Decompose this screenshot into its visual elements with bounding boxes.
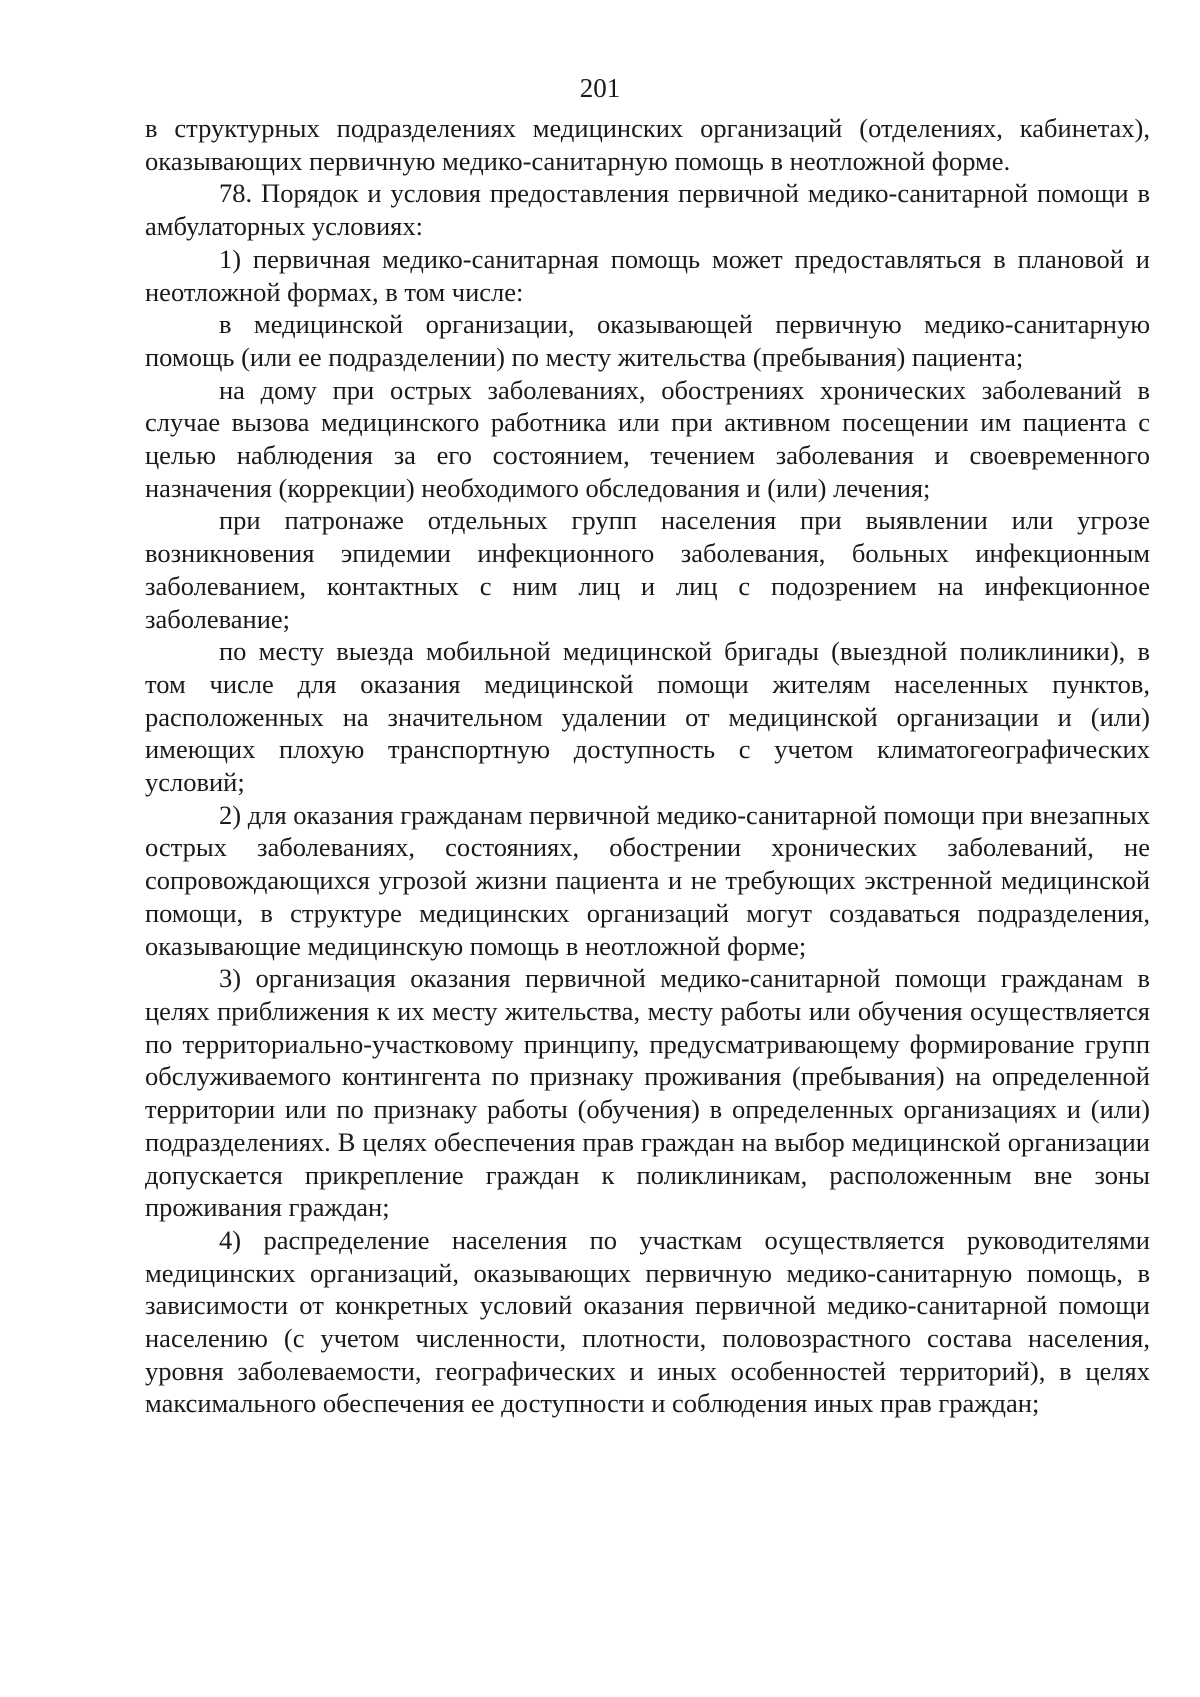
paragraph: при патронаже отдельных групп населения при выявлении или угрозе возникновения эпидемии инфекционного заболевания, больных инфекционным заболеванием, контактных с ним лиц и лиц с подозрением на инфекционное заболевание; [145,505,1150,634]
paragraph: по месту выезда мобильной медицинской бригады (выездной поликлиники), в том числе для оказания медицинской помощи жителям населенных пунктов, расположенных на значительном удалении от медицинской организации и (или) имеющих плохую транспортную доступность с учетом климатогеографических условий; [145,636,1150,798]
paragraph: на дому при острых заболеваниях, обострениях хронических заболеваний в случае вызова медицинского работника или при активном посещении им пациента с целью наблюдения за его состоянием, течением заболевания и своевременного назначения (коррекции) необходимого обследования и (или) лечения; [145,374,1150,503]
document-body [145,112,1150,1420]
page-number: 201 [579,73,621,103]
paragraph: 4) распределение населения по участкам осуществляется руководителями медицинских организаций, оказывающих первичную медико-санитарную помощь, в зависимости от конкретных условий оказания первичной медико-санитарной помощи населению (с учетом численности, плотности, половозрастного состава населения, уровня заболеваемости, географических и иных особенностей территорий), в целях максимального обеспечения ее доступности и соблюдения иных прав граждан; [145,1224,1150,1419]
paragraph: в медицинской организации, оказывающей первичную медико-санитарную помощь (или ее подразделении) по месту жительства (пребывания) пациента; [145,309,1150,372]
paragraph: 2) для оказания гражданам первичной медико-санитарной помощи при внезапных острых заболеваниях, состояниях, обострении хронических заболеваний, не сопровождающихся угрозой жизни пациента и не требующих экстренной медицинской помощи, в структуре медицинских организаций могут создаваться подразделения, оказывающие медицинскую помощь в неотложной форме; [145,799,1150,961]
paragraph: 3) организация оказания первичной медико-санитарной помощи гражданам в целях приближения к их месту жительства, месту работы или обучения осуществляется по территориально-участковому принципу, предусматривающему формирование групп обслуживаемого контингента по признаку проживания (пребывания) на определенной территории или по признаку работы (обучения) в определенных организациях и (или) подразделениях. В целях обеспечения прав граждан на выбор медицинской организации допускается прикрепление граждан к поликлиникам, расположенным вне зоны проживания граждан; [145,963,1150,1223]
paragraph: в структурных подразделениях медицинских организаций (отделениях, кабинетах), оказывающих первичную медико-санитарную помощь в неотложной форме. [145,113,1150,176]
paragraph: 1) первичная медико-санитарная помощь может предоставляться в плановой и неотложной формах, в том числе: [145,243,1150,307]
paragraph: 78. Порядок и условия предоставления первичной медико-санитарной помощи в амбулаторных условиях: [145,178,1150,242]
